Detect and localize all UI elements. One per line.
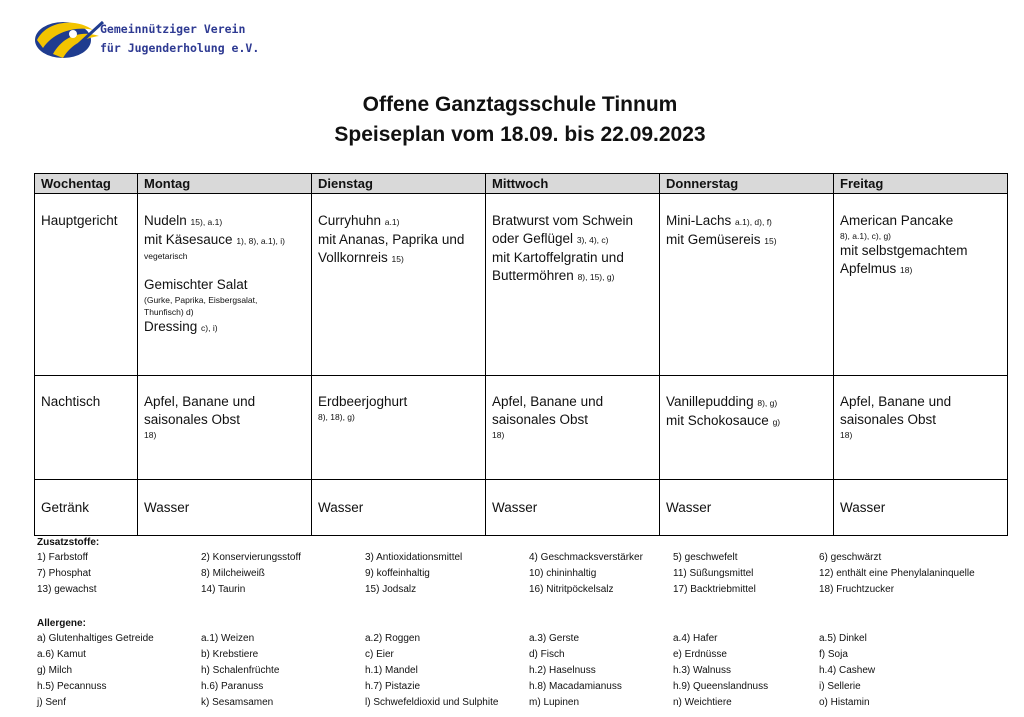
legend-item: 17) Backtriebmittel [673, 584, 756, 595]
cell-dienstag: Erdbeerjoghurt 8), 18), g) [312, 376, 486, 480]
cell-freitag: Apfel, Banane und saisonales Obst 18) [834, 376, 1008, 480]
organization-name [100, 20, 259, 58]
legend-item: k) Sesamsamen [201, 697, 274, 708]
title-school: Offene Ganztagsschule Tinnum [362, 93, 678, 116]
organization-logo [33, 14, 105, 62]
legend-item: g) Milch [37, 665, 73, 676]
legend-item: 12) enthält eine Phenylalaninquelle [819, 568, 975, 579]
cell-montag: Nudeln 15), a.1) mit Käsesauce 1), 8), a.1), i) vegetarisch Gemischter Salat (Gurke, Paprika, Eisbergsalat, Thunfisch) d) Dressing c), i) [138, 194, 312, 376]
cell-donnerstag: Vanillepudding 8), g) mit Schokosauce g) [660, 376, 834, 480]
legend-item: a.2) Roggen [365, 633, 421, 644]
table-header-row [35, 174, 1008, 194]
cell-freitag: Wasser [834, 480, 1008, 536]
zusatzstoffe-grid [37, 550, 1017, 598]
legend-item: a.5) Dinkel [819, 633, 867, 644]
header-wochentag: Wochentag [35, 174, 138, 194]
table-row-getraenk [35, 480, 1008, 536]
allergene-grid [37, 631, 1017, 711]
page-title [0, 90, 1024, 150]
table-row-hauptgericht [35, 194, 1008, 376]
legend-item: m) Lupinen [529, 697, 580, 708]
cell-donnerstag: Wasser [660, 480, 834, 536]
table-row-nachtisch [35, 376, 1008, 480]
legend-item: 3) Antioxidationsmittel [365, 552, 463, 563]
organization-name-line1: Gemeinnütziger Verein [100, 22, 246, 36]
row-label: Hauptgericht [35, 194, 138, 376]
legend-item: 6) geschwärzt [819, 552, 882, 563]
cell-donnerstag: Mini-Lachs a.1), d), f) mit Gemüsereis 15) [660, 194, 834, 376]
cell-freitag: American Pancake 8), a.1), c), g) mit selbstgemachtem Apfelmus 18) [834, 194, 1008, 376]
legend-item: j) Senf [37, 697, 66, 708]
cell-montag: Wasser [138, 480, 312, 536]
legend-item: a.4) Hafer [673, 633, 718, 644]
legend-item: h.6) Paranuss [201, 681, 264, 692]
legend-item: c) Eier [365, 649, 394, 660]
legend-item: h.4) Cashew [819, 665, 876, 676]
legend-item: 4) Geschmacksverstärker [529, 552, 643, 563]
legend-item: i) Sellerie [819, 681, 861, 692]
legend-item: e) Erdnüsse [673, 649, 727, 660]
cell-mittwoch: Apfel, Banane und saisonales Obst 18) [486, 376, 660, 480]
zusatzstoffe-legend [37, 536, 1017, 598]
legend-item: 9) koffeinhaltig [365, 568, 430, 579]
legend-item: a.1) Weizen [201, 633, 255, 644]
row-label: Nachtisch [35, 376, 138, 480]
cell-dienstag: Curryhuhn a.1) mit Ananas, Paprika und Vollkornreis 15) [312, 194, 486, 376]
legend-item: h.2) Haselnuss [529, 665, 596, 676]
header-dienstag: Dienstag [312, 174, 486, 194]
header-donnerstag: Donnerstag [660, 174, 834, 194]
legend-item: 13) gewachst [37, 584, 97, 595]
legend-item: b) Krebstiere [201, 649, 259, 660]
legend-item: h) Schalenfrüchte [201, 665, 280, 676]
legend-item: 5) geschwefelt [673, 552, 738, 563]
legend-item: d) Fisch [529, 649, 565, 660]
cell-mittwoch: Wasser [486, 480, 660, 536]
legend-item: h.7) Pistazie [365, 681, 421, 692]
legend-item: h.9) Queenslandnuss [673, 681, 769, 692]
legend-item: a.6) Kamut [37, 649, 86, 660]
legend-item: 14) Taurin [201, 584, 246, 595]
legend-item: a) Glutenhaltiges Getreide [37, 633, 154, 644]
legend-item: h.5) Pecannuss [37, 681, 107, 692]
legend-item: h.3) Walnuss [673, 665, 731, 676]
legend-item: l) Schwefeldioxid und Sulphite [365, 697, 499, 708]
legend-item: h.8) Macadamianuss [529, 681, 622, 692]
header-mittwoch: Mittwoch [486, 174, 660, 194]
legend-item: 15) Jodsalz [365, 584, 417, 595]
organization-name-line2: für Jugenderholung e.V. [100, 41, 260, 55]
legend-item: 10) chininhaltig [529, 568, 597, 579]
allergene-legend [37, 617, 1017, 711]
header-freitag: Freitag [834, 174, 1008, 194]
legend-item: 11) Süßungsmittel [673, 568, 754, 579]
legend-item: 2) Konservierungsstoff [201, 552, 301, 563]
menu-table [34, 173, 1008, 536]
legend-item: 8) Milcheiweiß [201, 568, 265, 579]
legend-item: f) Soja [819, 649, 848, 660]
legend-item: 18) Fruchtzucker [819, 584, 895, 595]
cell-mittwoch: Bratwurst vom Schwein oder Geflügel 3), 4), c) mit Kartoffelgratin und Buttermöhren 8), 15), g) [486, 194, 660, 376]
allergene-title: Allergene: [37, 618, 86, 629]
zusatzstoffe-title: Zusatzstoffe: [37, 537, 100, 548]
cell-montag: Apfel, Banane und saisonales Obst 18) [138, 376, 312, 480]
legend-item: h.1) Mandel [365, 665, 418, 676]
header-montag: Montag [138, 174, 312, 194]
legend-item: a.3) Gerste [529, 633, 580, 644]
legend-item: n) Weichtiere [673, 697, 732, 708]
legend-item: 16) Nitritpöckelsalz [529, 584, 614, 595]
row-label: Getränk [35, 480, 138, 536]
title-date-range: Speiseplan vom 18.09. bis 22.09.2023 [334, 123, 706, 146]
legend-item: o) Histamin [819, 697, 870, 708]
legend-item: 7) Phosphat [37, 568, 91, 579]
legend-item: 1) Farbstoff [37, 552, 88, 563]
cell-dienstag: Wasser [312, 480, 486, 536]
